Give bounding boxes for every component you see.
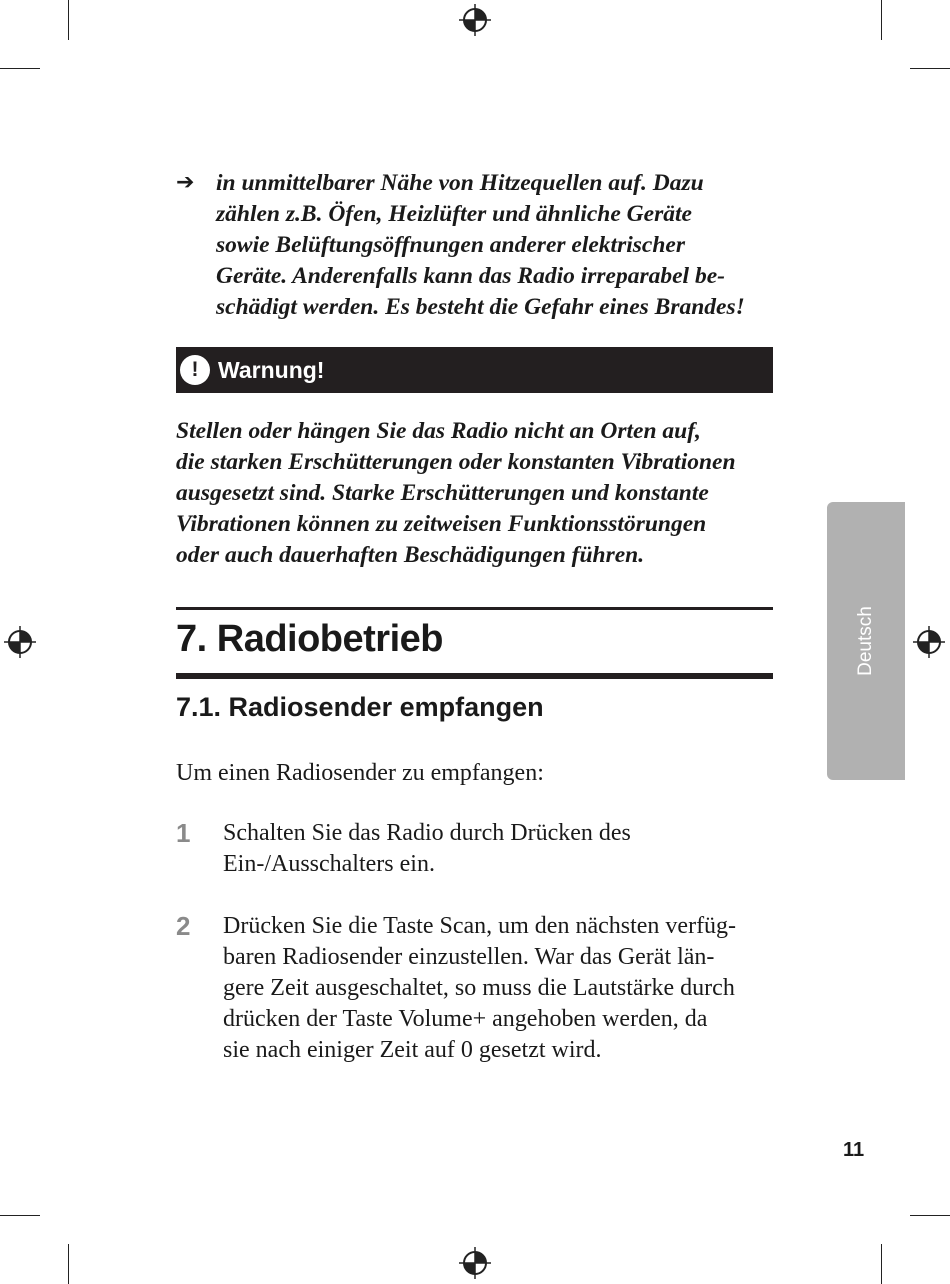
crop-mark: [0, 68, 40, 69]
warning-banner: [176, 347, 773, 393]
crop-mark: [910, 1215, 950, 1216]
crop-mark: [68, 0, 69, 40]
bullet-item: [176, 168, 776, 323]
crop-mark: [881, 1244, 882, 1284]
page-number: 11: [843, 1139, 865, 1161]
registration-mark-icon: [459, 1247, 491, 1279]
crop-mark: [68, 1244, 69, 1284]
crop-mark: [0, 1215, 40, 1216]
crop-mark: [881, 0, 882, 40]
crop-mark: [910, 68, 950, 69]
arrow-right-icon: ➔: [176, 170, 195, 195]
language-tab: [827, 502, 905, 780]
section-rule-top: [176, 607, 773, 610]
intro-text: Um einen Radiosender zu empfangen:: [176, 760, 544, 786]
step-text: Schalten Sie das Radio durch Drücken des Ein-/Ausschalters ein.: [223, 820, 631, 877]
bullet-text: in unmittelbarer Nähe von Hitzequellen auf. Dazu zählen z.B. Öfen, Heizlüfter und ähnliche Geräte sowie Belüftungsöffnungen anderer elektrischer Geräte. Anderenfalls kann das Radio irreparabel be- schädigt werden. Es besteht die Gefahr eines Brandes!: [216, 170, 745, 320]
section-rule-bottom: [176, 673, 773, 679]
subsection-title: 7.1. Radiosender empfangen: [176, 692, 544, 722]
step-text: Drücken Sie die Taste Scan, um den nächsten verfüg- baren Radiosender einzustellen. War das Gerät län- gere Zeit ausgeschaltet, so muss die Lautstärke durch drücken der Taste Volume+ angehoben werden, da sie nach einiger Zeit auf 0 gesetzt wird.: [223, 913, 737, 1063]
registration-mark-icon: [913, 626, 945, 658]
section-title: 7. Radiobetrieb: [176, 618, 443, 660]
exclamation-icon: !: [180, 355, 210, 385]
warning-label: Warnung!: [218, 356, 325, 383]
language-tab-label: Deutsch: [855, 606, 876, 676]
step-item: [176, 911, 776, 1066]
warning-text: Stellen oder hängen Sie das Radio nicht an Orten auf, die starken Erschütterungen oder konstanten Vibrationen ausgesetzt sind. Starke Erschütterungen und konstante Vibrationen können zu zeitweisen Funktionsstörungen oder auch dauerhaften Beschädigungen führen.: [176, 418, 736, 568]
step-number: 1: [176, 818, 191, 848]
registration-mark-icon: [4, 626, 36, 658]
step-item: [176, 818, 776, 880]
step-number: 2: [176, 911, 191, 941]
registration-mark-icon: [459, 4, 491, 36]
